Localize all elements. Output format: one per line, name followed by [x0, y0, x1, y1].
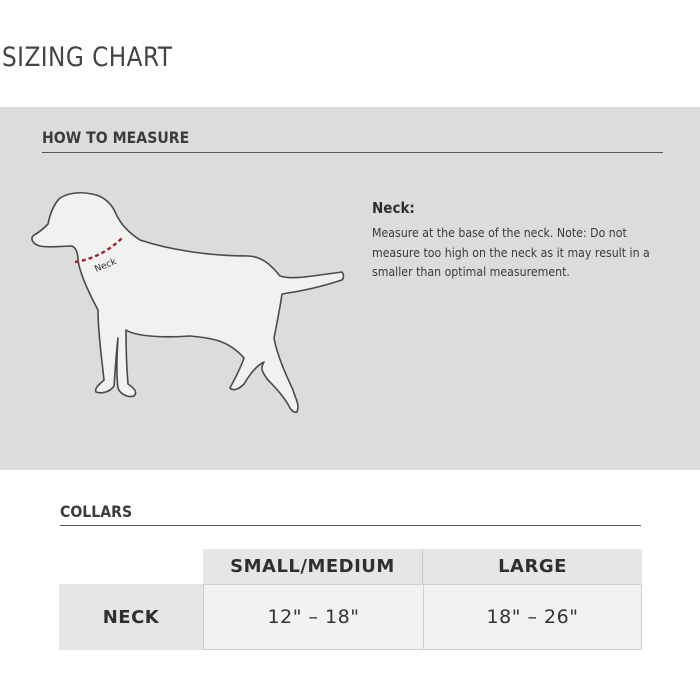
- table-cell-small-medium: [203, 584, 424, 650]
- collars-divider: [60, 525, 641, 526]
- page-title: SIZING CHART: [2, 42, 173, 73]
- dog-silhouette: [32, 193, 344, 412]
- how-to-measure-heading: HOW TO MEASURE: [42, 128, 190, 147]
- row-header-label: NECK: [102, 606, 160, 628]
- collars-heading: COLLARS: [60, 502, 133, 521]
- cell-value: 18" – 26": [486, 606, 579, 628]
- dog-outline-illustration: [20, 180, 350, 420]
- column-header-label: LARGE: [498, 556, 567, 577]
- row-header-neck: [59, 584, 203, 650]
- heading-divider: [42, 152, 663, 153]
- neck-instructions-text: Measure at the base of the neck. Note: Do not measure too high on the neck as it may result in a smaller than optimal measurement.: [372, 225, 650, 279]
- column-header-large: [423, 549, 642, 584]
- neck-instructions-heading: Neck:: [372, 199, 415, 217]
- table-cell-large: [423, 584, 642, 650]
- column-header-label: SMALL/MEDIUM: [230, 556, 395, 577]
- neck-diagram-label: Neck: [93, 257, 118, 275]
- cell-value: 12" – 18": [267, 606, 360, 628]
- column-header-small-medium: [203, 549, 423, 584]
